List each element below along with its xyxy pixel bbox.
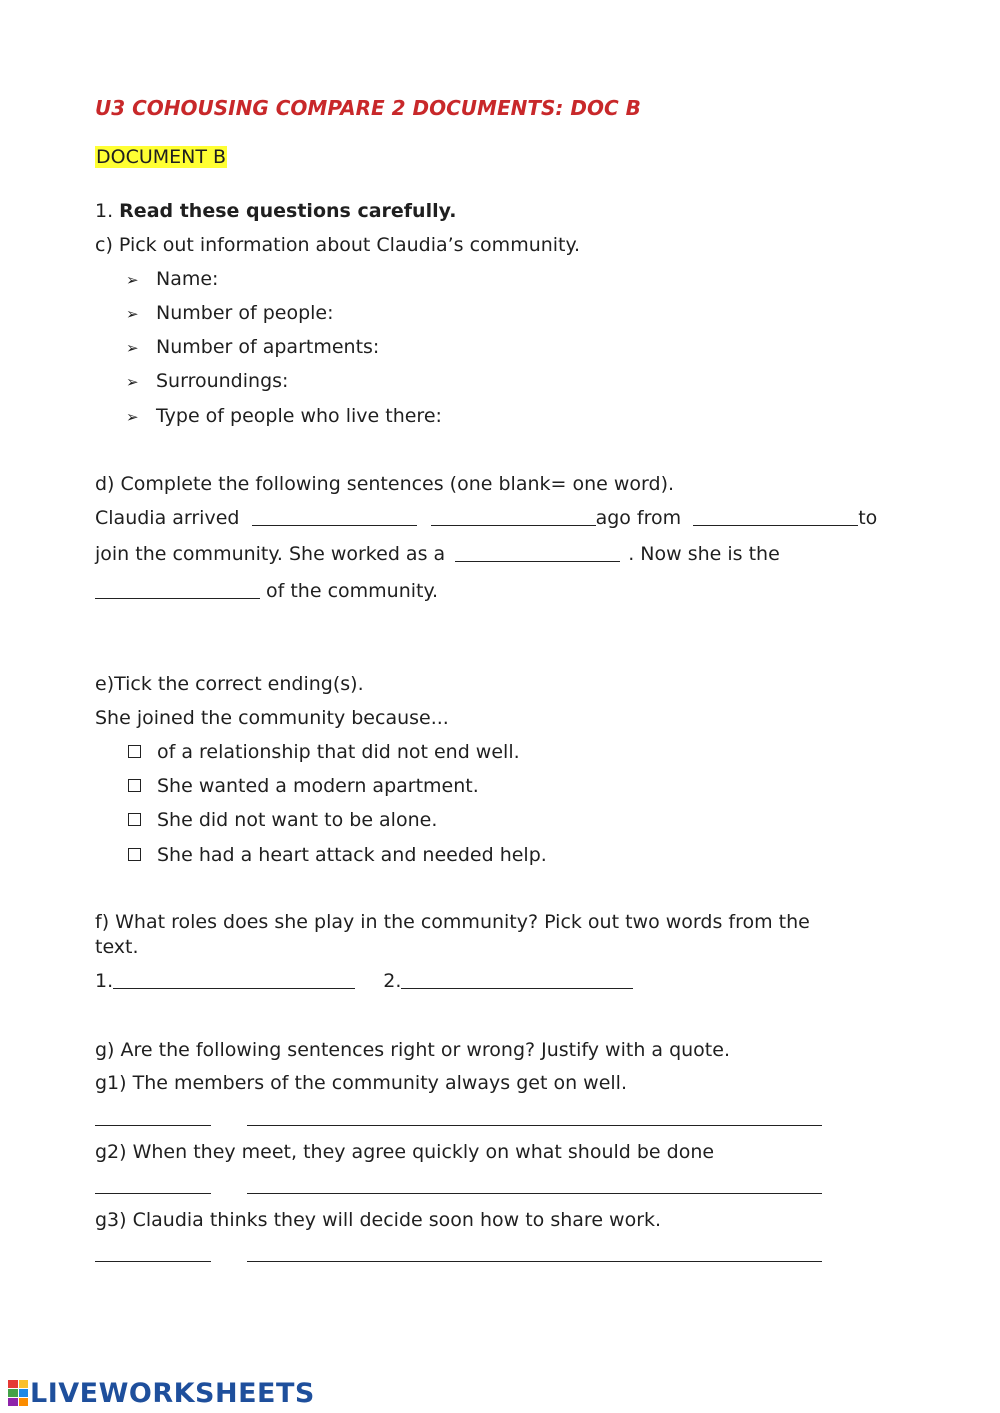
blank-field[interactable] [95, 580, 260, 599]
right-wrong-field[interactable] [95, 1107, 211, 1126]
answer-label-1: 1. [95, 970, 114, 992]
answer-row-g1 [95, 1106, 822, 1130]
quote-field[interactable] [247, 1175, 822, 1194]
question-f-answers [95, 969, 633, 993]
checkbox[interactable] [128, 745, 141, 758]
blank-field[interactable] [455, 543, 620, 562]
list-item [126, 335, 379, 360]
sentence-text: join the community. She worked as a [95, 543, 446, 565]
sentence-text: Claudia arrived [95, 507, 240, 529]
blank-field[interactable] [431, 507, 596, 526]
question-1 [95, 199, 456, 223]
sentence-text: . Now she is the [628, 543, 780, 565]
answer-label-2: 2. [383, 970, 402, 992]
question-g3: g3) Claudia thinks they will decide soon how to share work. [95, 1209, 662, 1231]
right-wrong-field[interactable] [95, 1175, 211, 1194]
list-item-label: Surroundings: [156, 370, 289, 392]
list-item [126, 369, 288, 394]
checkbox-option[interactable] [126, 740, 520, 764]
answer-field-2[interactable] [401, 970, 633, 989]
checkbox-label: of a relationship that did not end well. [157, 741, 520, 763]
arrow-bullet-icon: ➢ [126, 408, 139, 426]
document-label [95, 145, 227, 169]
list-item [126, 301, 334, 326]
liveworksheets-logo-text: LIVEWORKSHEETS [30, 1377, 315, 1409]
fill-in-line-2 [95, 542, 780, 566]
list-item-label: Number of apartments: [156, 336, 380, 358]
sentence-text: to [858, 507, 878, 529]
question-d-prompt: d) Complete the following sentences (one blank= one word). [95, 473, 675, 495]
arrow-bullet-icon: ➢ [126, 271, 139, 289]
list-item-label: Number of people: [156, 302, 334, 324]
checkbox-option[interactable] [126, 774, 479, 798]
question-g1: g1) The members of the community always get on well. [95, 1072, 627, 1094]
list-item [126, 267, 218, 292]
question-g2: g2) When they meet, they agree quickly on what should be done [95, 1141, 715, 1163]
checkbox-label: She wanted a modern apartment. [157, 775, 479, 797]
right-wrong-field[interactable] [95, 1243, 211, 1262]
document-label-highlight: DOCUMENT B [96, 146, 227, 168]
sentence-text: of the community. [266, 580, 439, 602]
checkbox[interactable] [128, 779, 141, 792]
question-1-number: 1. [95, 200, 120, 222]
answer-row-g3 [95, 1242, 822, 1266]
checkbox[interactable] [128, 848, 141, 861]
question-f-prompt-line2: text. [95, 936, 139, 958]
question-c-prompt: c) Pick out information about Claudia’s community. [95, 234, 581, 256]
question-e-stem: She joined the community because... [95, 707, 449, 729]
checkbox-label: She did not want to be alone. [157, 809, 438, 831]
checkbox-option[interactable] [126, 808, 437, 832]
checkbox-option[interactable] [126, 843, 547, 867]
question-e-prompt: e)Tick the correct ending(s). [95, 673, 364, 695]
checkbox-label: She had a heart attack and needed help. [157, 844, 547, 866]
answer-row-g2 [95, 1174, 822, 1198]
list-item [126, 404, 442, 429]
blank-field[interactable] [252, 507, 417, 526]
answer-field-1[interactable] [113, 970, 355, 989]
arrow-bullet-icon: ➢ [126, 305, 139, 323]
quote-field[interactable] [247, 1243, 822, 1262]
question-f-prompt-line1: f) What roles does she play in the community? Pick out two words from the [95, 911, 810, 933]
arrow-bullet-icon: ➢ [126, 373, 139, 391]
blank-field[interactable] [693, 507, 858, 526]
arrow-bullet-icon: ➢ [126, 339, 139, 357]
list-item-label: Type of people who live there: [156, 405, 442, 427]
checkbox[interactable] [128, 813, 141, 826]
liveworksheets-logo[interactable] [8, 1378, 315, 1408]
fill-in-line-3 [95, 579, 438, 603]
fill-in-line-1 [95, 506, 877, 530]
question-g-prompt: g) Are the following sentences right or wrong? Justify with a quote. [95, 1039, 730, 1061]
sentence-text: ago from [595, 507, 682, 529]
quote-field[interactable] [247, 1107, 822, 1126]
question-1-text: Read these questions carefully. [119, 200, 457, 222]
liveworksheets-logo-icon [8, 1380, 28, 1406]
list-item-label: Name: [156, 268, 219, 290]
page-title: U3 COHOUSING COMPARE 2 DOCUMENTS: DOC B [95, 96, 641, 120]
